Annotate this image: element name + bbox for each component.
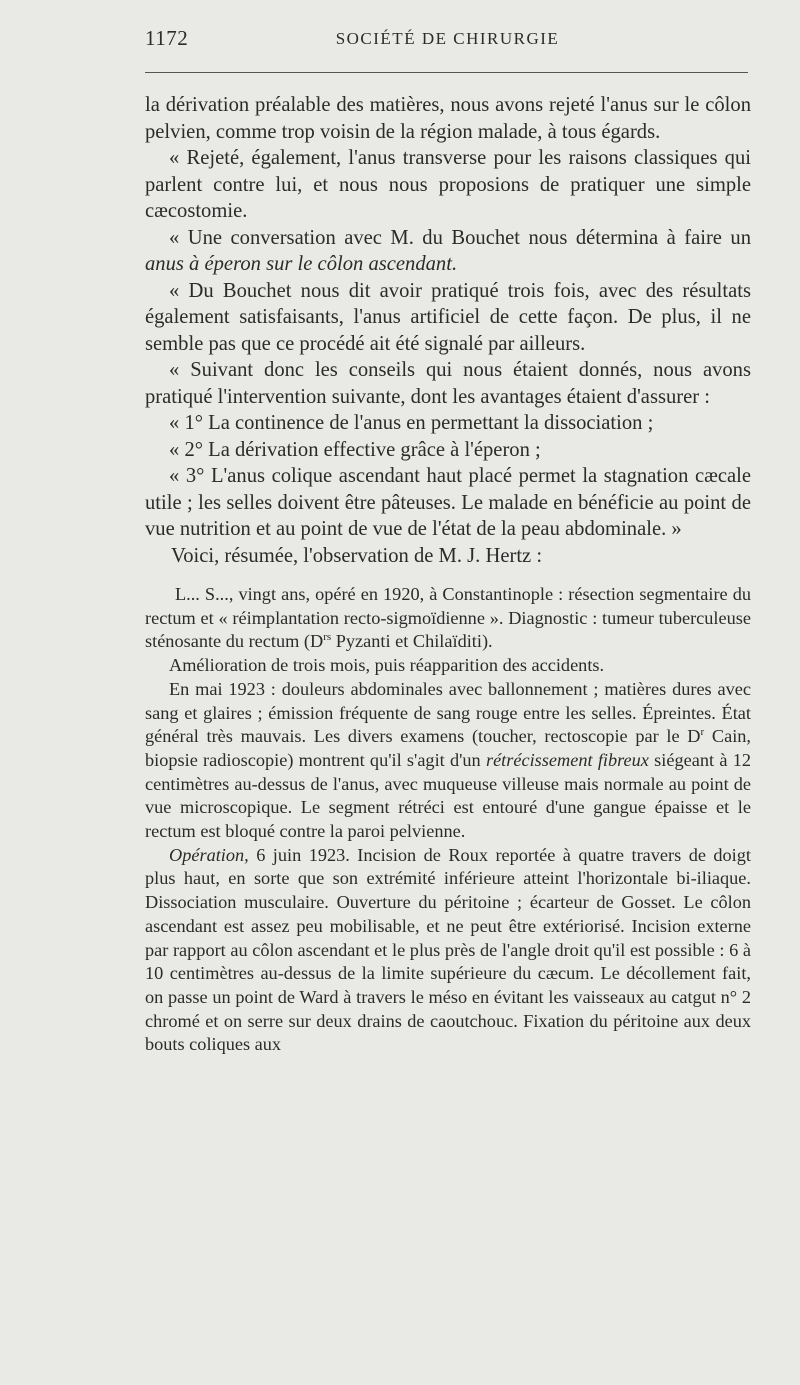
- page-body: [145, 92, 751, 1057]
- header-rule: [145, 72, 748, 73]
- italic-text: rétrécissement fibreux: [485, 749, 649, 770]
- italic-text: Opération,: [169, 844, 249, 865]
- paragraph-text: « Une conversation avec M. du Bouchet nous détermina à faire un: [169, 226, 751, 249]
- paragraph: « Rejeté, également, l'anus transverse pour les raisons classiques qui parlent contre lui, et nous nous proposions de pratiquer une simple cæcostomie.: [145, 147, 751, 222]
- case-paragraph: [145, 583, 751, 654]
- italic-text: anus à éperon sur le côlon ascendant.: [145, 253, 458, 275]
- case-text: En mai 1923 : douleurs abdominales avec ballonnement ; matières dures avec sang et glaires ; émission fréquente de sang rouge entre les selles. Épreintes. État général très mauvais. Les divers examens (toucher, rectoscopie par le D: [145, 678, 751, 747]
- paragraph: « Suivant donc les conseils qui nous étaient donnés, nous avons pratiqué l'intervention suivante, dont les avantages étaient d'assurer :: [145, 359, 751, 408]
- case-text: siégeant à 12 centimètres au-dessus de l'anus, avec muqueuse villeuse mais normale au point de vue microscopique. Le segment rétréci est entouré d'une gangue épaisse et le rectum est bloqué contre la paroi pelvienne.: [145, 749, 751, 842]
- paragraph: Voici, résumée, l'observation de M. J. Hertz :: [171, 544, 543, 567]
- paragraph: « Du Bouchet nous dit avoir pratiqué trois fois, avec des résultats également satisfaisants, l'anus artificiel de cette façon. De plus, il ne semble pas que ce procédé ait été signalé par ailleurs.: [145, 279, 751, 355]
- case-report: [145, 583, 751, 1057]
- running-title: SOCIÉTÉ DE CHIRURGIE: [335, 29, 560, 48]
- case-text: L... S..., vingt ans, opéré en 1920, à Constantinople : résection segmentaire du rectum et « réimplantation recto-sigmoïdienne ». Diagnostic : tumeur tuberculeuse sténosante du rectum (D: [145, 584, 751, 652]
- quoted-text: [145, 92, 751, 569]
- list-item: « 3° L'anus colique ascendant haut placé permet la stagnation cæcale utile ; les selles doivent être pâteuses. Le malade en bénéficie au point de vue nutrition et au point de vue de l'état de la peau abdominale. »: [145, 465, 751, 540]
- superscript: rs: [323, 631, 332, 644]
- case-paragraph: [145, 844, 751, 1057]
- paragraph: la dérivation préalable des matières, nous avons rejeté l'anus sur le côlon pelvien, comme trop voisin de la région malade, à tous égards.: [145, 94, 751, 143]
- case-text: 6 juin 1923. Incision de Roux reportée à quatre travers de doigt plus haut, en sorte que son extrémité inférieure atteint l'horizontale bi-iliaque. Dissociation musculaire. Ouverture du péritoine ; écarteur de Gosset. Le côlon ascendant est assez peu mobilisable, et ne peut être extériorisé. Incision externe par rapport au côlon ascendant et le plus près de l'angle droit qu'il est possible : 6 à 10 centimètres au-dessus de la limite supérieure du cæcum. Le décollement fait, on passe un point de Ward à travers le méso en évitant les vaisseaux au catgut n° 2 chromé et on serre sur deux drains de caoutchouc. Fixation du péritoine aux deux bouts coliques aux: [145, 844, 751, 1055]
- paragraph: [145, 225, 751, 278]
- case-text: Pyzanti et Chilaïditi).: [331, 631, 493, 652]
- list-item: « 1° La continence de l'anus en permettant la dissociation ;: [169, 412, 654, 434]
- case-text: Cain, biopsie radioscopie) montrent qu'il s'agit d'un: [145, 726, 751, 770]
- case-paragraph: [145, 678, 751, 844]
- page-header: [145, 26, 750, 56]
- superscript: r: [700, 726, 705, 739]
- page-number: 1172: [145, 26, 189, 50]
- list-item: « 2° La dérivation effective grâce à l'éperon ;: [169, 438, 541, 461]
- case-paragraph: Amélioration de trois mois, puis réapparition des accidents.: [169, 655, 605, 676]
